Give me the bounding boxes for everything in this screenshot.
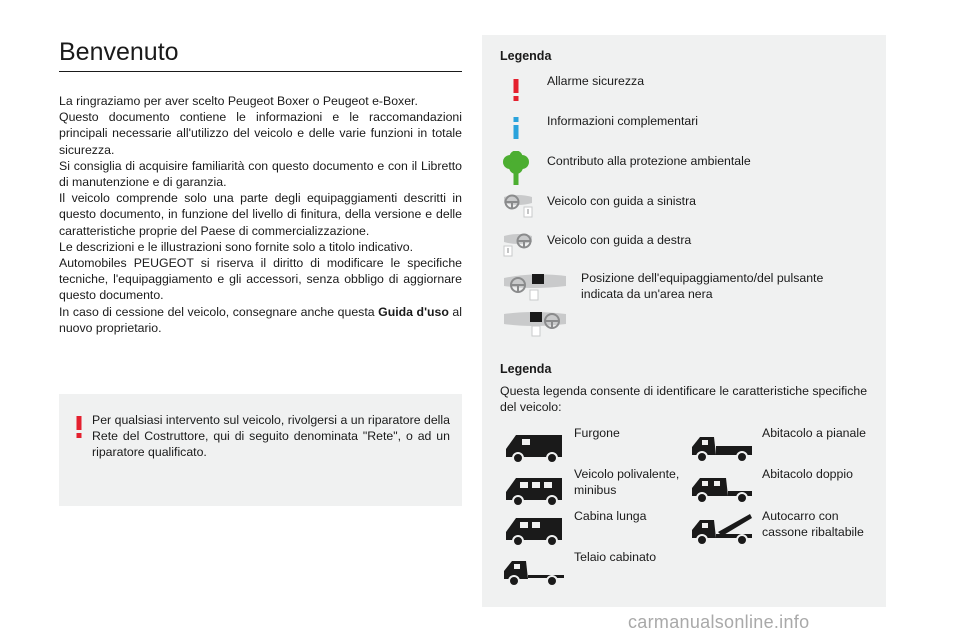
guide-name: Guida d'uso: [378, 304, 449, 319]
intro-paragraph: Questo documento contiene le informazioni e le raccomandazioni principali necessarie all'utilizzo del veicolo e delle varie funzioni in totale sicurezza.: [59, 110, 462, 157]
page-title: Benvenuto: [59, 38, 179, 66]
legend-title: Legenda: [500, 362, 552, 376]
intro-paragraph: Il veicolo comprende solo una parte degli equipaggiamenti descritti in questo documento, in funzione del livello di finitura, della versione e delle caratteristiche proprie del Paese di commercializzazione.: [59, 191, 462, 238]
info-icon: [512, 117, 520, 139]
long-cab-icon: [502, 514, 566, 548]
intro-paragraph: Automobiles PEUGEOT si riserva il diritto di modificare le specifiche tecniche, l'equipaggiamento e gli accessori, senza obbligo di aggiornare questo documento.: [59, 256, 462, 303]
vehicle-label: Veicolo polivalente,: [574, 467, 680, 481]
legend-label: Posizione dell'equipaggiamento/del pulsante: [581, 271, 824, 285]
intro-paragraph: Si consiglia di acquisire familiarità con questo documento e con il Libretto di manutenzione e di garanzia.: [59, 158, 462, 190]
vehicle-label: Furgone: [574, 426, 620, 440]
watermark: carmanualsonline.info: [628, 612, 810, 632]
legend-label: indicata da un'area nera: [581, 287, 713, 301]
intro-paragraph-last: [59, 304, 462, 336]
legend-panel: [482, 35, 886, 607]
note-text: Per qualsiasi intervento sul veicolo, rivolgersi a un riparatore della Rete del Costruttore, qui di seguito denominata "Rete", o ad un riparatore qualificato.: [92, 413, 450, 460]
flatbed-truck-icon: [690, 431, 754, 465]
lhd-icon: [502, 193, 534, 219]
intro-paragraph: Le descrizioni e le illustrazioni sono fornite solo a titolo indicativo.: [59, 239, 414, 254]
legend-label: Allarme sicurezza: [547, 74, 645, 88]
legend-label: Veicolo con guida a destra: [547, 233, 692, 247]
minibus-icon: [502, 474, 566, 508]
vehicle-label: Cabina lunga: [574, 509, 647, 523]
vehicle-label: Autocarro con: [762, 509, 839, 523]
intro-paragraph: La ringraziamo per aver scelto Peugeot Boxer o Peugeot e-Boxer.: [59, 94, 418, 108]
vehicle-label: minibus: [574, 483, 617, 497]
chassis-cab-icon: [502, 555, 566, 589]
vehicle-label: cassone ribaltabile: [762, 525, 864, 539]
intro-last-suffix: al nuovo proprietario.: [59, 304, 462, 335]
vehicle-label: Abitacolo a pianale: [762, 426, 866, 440]
tipper-truck-icon: [690, 510, 754, 548]
vehicle-label: Telaio cabinato: [574, 550, 657, 564]
legend-label: Informazioni complementari: [547, 114, 699, 128]
dashboard-position-icon: [502, 272, 568, 338]
warning-icon: [75, 416, 83, 438]
intro-last-prefix: In caso di cessione del veicolo, consegnare anche questa: [59, 304, 379, 319]
intro-text: [59, 93, 462, 336]
van-icon: [502, 431, 566, 465]
legend-title: Legenda: [500, 49, 552, 63]
rhd-icon: [502, 232, 534, 258]
vehicle-label: Abitacolo doppio: [762, 467, 853, 481]
warning-icon: [512, 79, 520, 101]
double-cab-icon: [690, 472, 754, 506]
tree-icon: [502, 151, 530, 185]
legend-label: Contributo alla protezione ambientale: [547, 154, 751, 168]
title-divider: [59, 71, 462, 72]
legend-description: Questa legenda consente di identificare le caratteristiche specifiche del veicolo:: [500, 384, 868, 415]
note-box: [59, 394, 462, 506]
legend-label: Veicolo con guida a sinistra: [547, 194, 697, 208]
